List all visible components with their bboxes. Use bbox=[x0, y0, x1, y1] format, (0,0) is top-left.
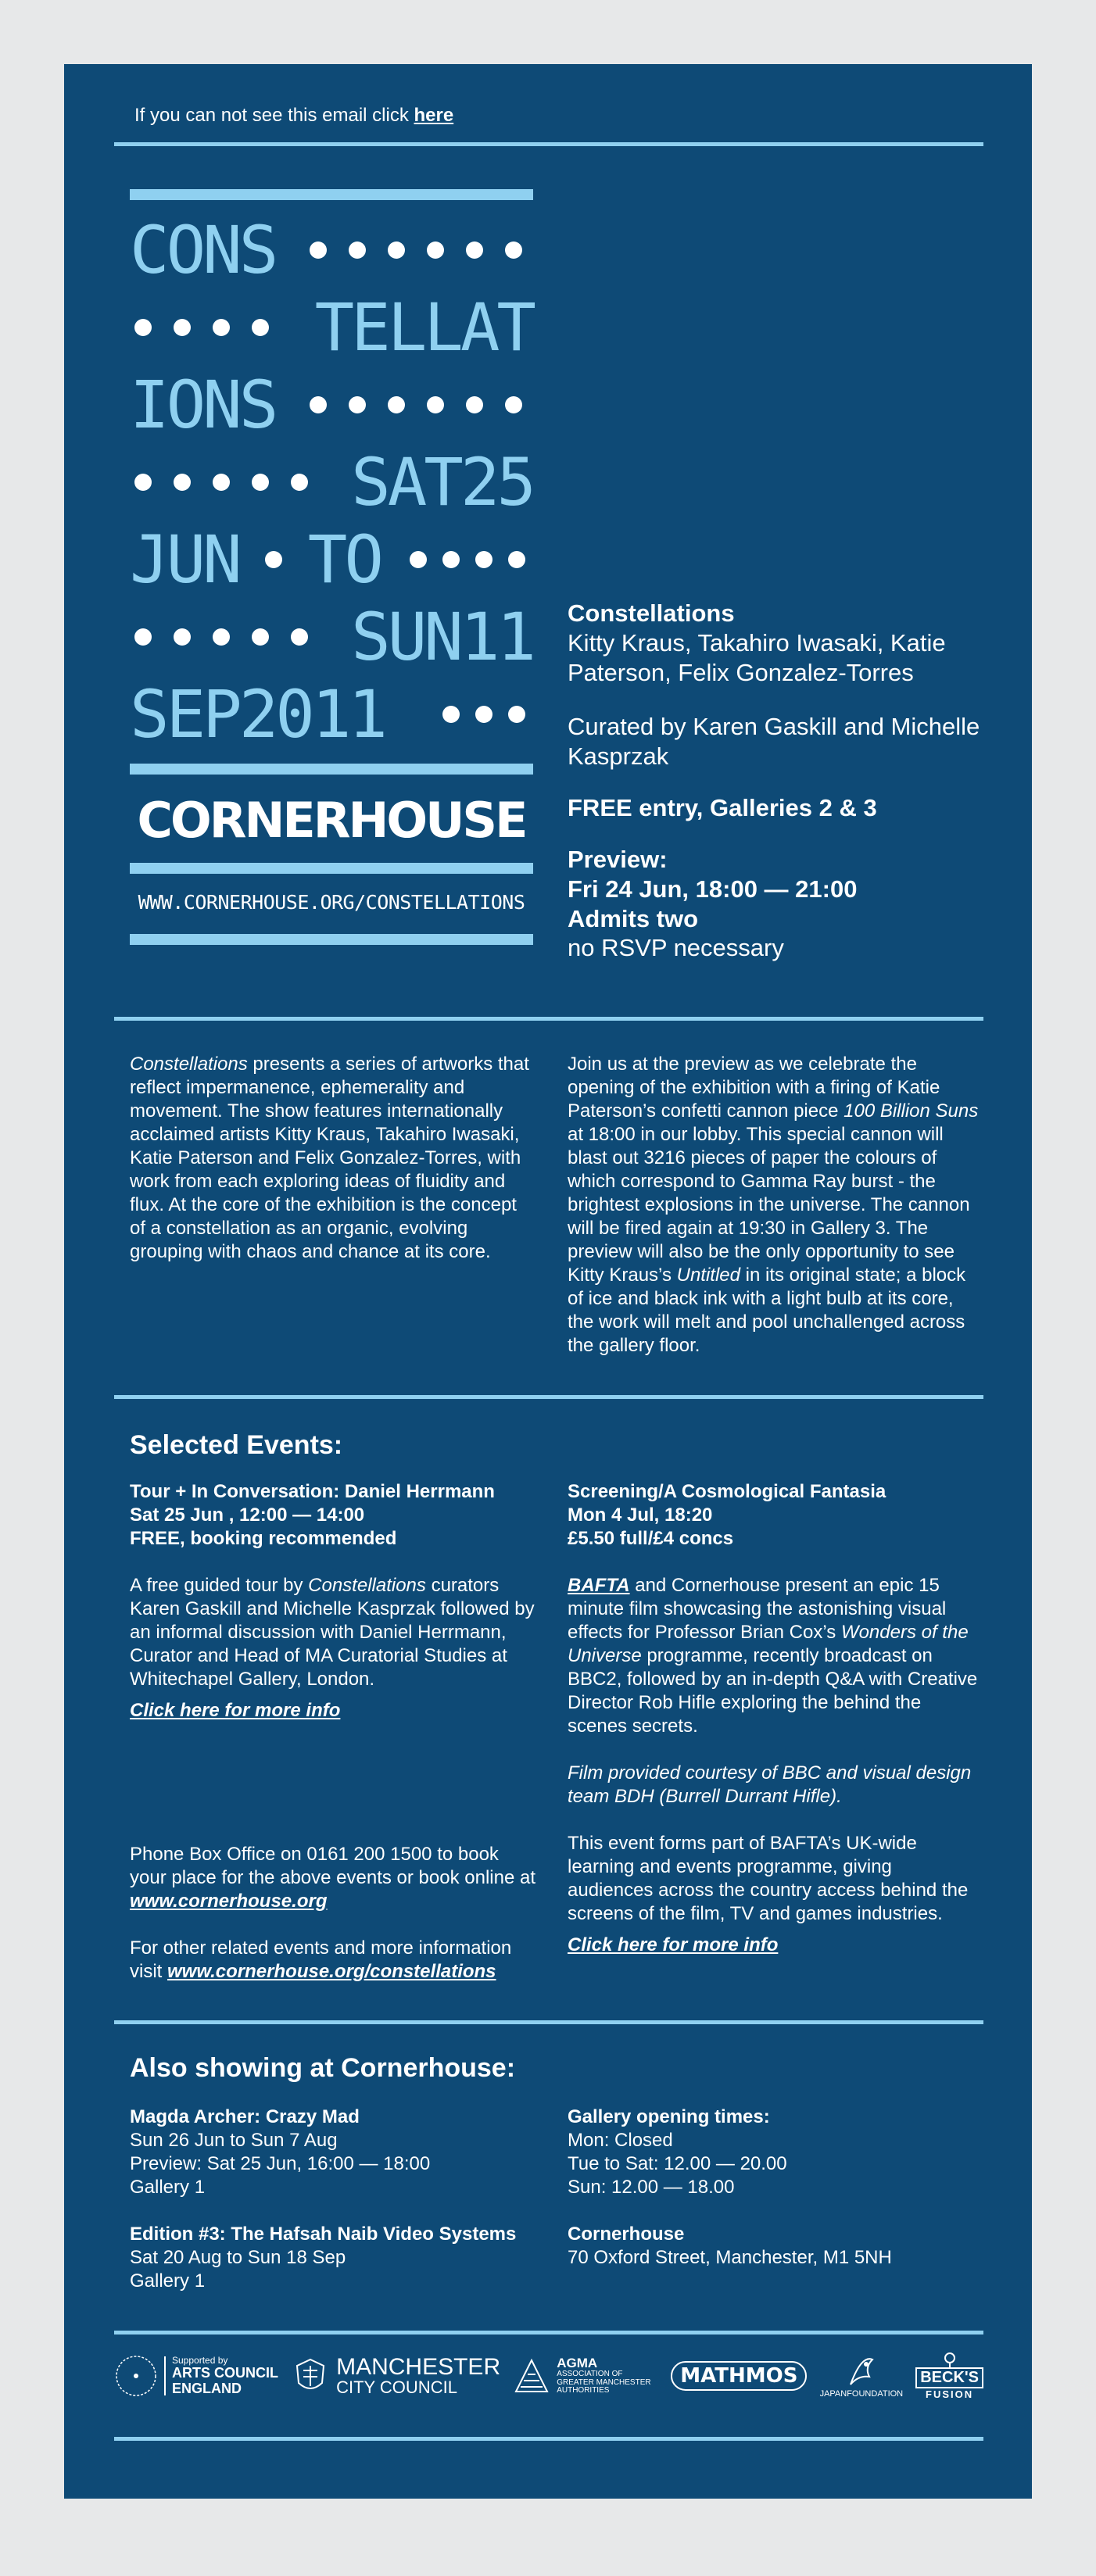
agma-sub: ASSOCIATION OF GREATER MANCHESTER AUTHORITIES bbox=[557, 2370, 651, 2395]
poster-bar bbox=[130, 863, 533, 874]
venue-title: Cornerhouse bbox=[568, 2224, 685, 2245]
show-dates: Sun 26 Jun to Sun 7 Aug bbox=[130, 2130, 338, 2151]
hours-title: Gallery opening times: bbox=[568, 2106, 770, 2127]
sponsor-logos bbox=[114, 2345, 983, 2407]
ace-name: ARTS COUNCIL bbox=[172, 2364, 278, 2381]
event-desc-em: Wonders of the Universe bbox=[568, 1622, 969, 1666]
poster-text: IONS bbox=[130, 366, 276, 443]
arts-council-logo[interactable] bbox=[114, 2354, 278, 2398]
artist-list: Kitty Kraus, Takahiro Iwasaki, Katie Paterson, Felix Gonzalez-Torres bbox=[568, 628, 946, 686]
intro-text: Join us at the preview as we celebrate the opening of the exhibition with a firing of Katie Paterson’s confetti cannon piece bbox=[568, 1054, 940, 1122]
gallery-info bbox=[568, 2106, 982, 2270]
email-panel bbox=[64, 64, 1032, 2499]
event-desc: curators Karen Gaskill and Michelle Kasprzak followed by an informal discussion with Daniel Herrmann, Curator and Head of MA Curatorial Studies at Whitechapel Gallery, London. bbox=[130, 1575, 535, 1690]
show-gallery: Gallery 1 bbox=[130, 2270, 206, 2292]
poster-text: SEP2011 bbox=[130, 675, 385, 753]
event-date: Sat 25 Jun , 12:00 — 14:00 bbox=[130, 1504, 365, 1526]
mcc-name: CITY COUNCIL bbox=[336, 2377, 457, 2397]
screening-more-info-link[interactable]: Click here for more info bbox=[568, 1934, 779, 1955]
japan-foundation-logo[interactable] bbox=[820, 2353, 904, 2399]
japan-name: JAPANFOUNDATION bbox=[819, 2389, 904, 2399]
intro-text: presents a series of artworks that reflect impermanence, ephemerality and movement. The show features internationally acclaimed artists Kitty Kraus, Takahiro Iwasaki, Katie Paterson and Felix Gonzalez-Torres, with work from each exploring ideas of fluidity and flux. At the core of the exhibition is the concept of a constellation as an organic, evolving grouping with chaos and chance at its core. bbox=[130, 1054, 529, 1262]
event-price: £5.50 full/£4 concs bbox=[568, 1528, 734, 1549]
preview-label: Preview: bbox=[568, 845, 668, 873]
poster-bar bbox=[130, 189, 533, 200]
intro-text: in its original state; a block of ice and black ink with a light bulb at its core, the work will melt and pool unchallenged across the gallery floor. bbox=[568, 1265, 966, 1356]
events-heading: Selected Events: bbox=[130, 1430, 343, 1460]
also-showing-list bbox=[130, 2106, 536, 2293]
curators: Curated by Karen Gaskill and Michelle Kasprzak bbox=[568, 713, 980, 771]
poster-text: TO bbox=[307, 521, 381, 598]
hours-tue-sat: Tue to Sat: 12.00 — 20.00 bbox=[568, 2153, 787, 2174]
view-online-link[interactable]: here bbox=[414, 105, 454, 126]
poster-row bbox=[130, 366, 533, 443]
event-desc: and Cornerhouse present an epic 15 minute film showcasing the astonishing visual effects for Professor Brian Cox’s bbox=[568, 1575, 947, 1643]
poster-bar bbox=[130, 934, 533, 945]
poster-row bbox=[130, 288, 533, 366]
agma-logo[interactable] bbox=[513, 2356, 658, 2395]
rsvp-info: no RSVP necessary bbox=[568, 934, 784, 962]
poster-text: SUN11 bbox=[351, 598, 533, 675]
becks-name: BECK'S bbox=[915, 2367, 983, 2388]
becks-fusion: FUSION bbox=[926, 2388, 974, 2400]
intro-right bbox=[568, 1053, 982, 1358]
divider bbox=[114, 2331, 983, 2334]
poster-url: WWW.CORNERHOUSE.ORG/CONSTELLATIONS bbox=[138, 891, 525, 914]
event-price: FREE, booking recommended bbox=[130, 1528, 397, 1549]
poster-text: JUN bbox=[130, 521, 239, 598]
agma-name: AGMA bbox=[557, 2356, 598, 2371]
poster-row bbox=[130, 598, 533, 675]
entry-info: FREE entry, Galleries 2 & 3 bbox=[568, 794, 877, 822]
event-title: Screening/A Cosmological Fantasia bbox=[568, 1481, 886, 1502]
agma-triangle-icon bbox=[513, 2357, 550, 2395]
show-dates: Sat 20 Aug to Sun 18 Sep bbox=[130, 2247, 346, 2268]
dot-row bbox=[130, 319, 280, 336]
dot-row bbox=[130, 628, 319, 646]
divider bbox=[114, 1017, 983, 1021]
intro-left bbox=[130, 1053, 536, 1264]
poster-text: TELLAT bbox=[314, 288, 533, 366]
divider bbox=[114, 142, 983, 146]
event-desc: programme, recently broadcast on BBC2, followed by an in-depth Q&A with Creative Director Rob Hifle exploring the behind the scenes secrets. bbox=[568, 1645, 978, 1737]
bafta-link[interactable]: BAFTA bbox=[568, 1575, 630, 1596]
poster-row bbox=[130, 675, 533, 753]
event-date: Mon 4 Jul, 18:20 bbox=[568, 1504, 713, 1526]
dot-row bbox=[435, 706, 533, 723]
exhibition-poster bbox=[130, 189, 533, 945]
dot-row bbox=[299, 242, 533, 259]
constellations-page-link[interactable]: www.cornerhouse.org/constellations bbox=[167, 1961, 496, 1982]
cornerhouse-logo: CORNERHOUSE bbox=[137, 792, 526, 849]
mcc-name: MANCHESTER bbox=[336, 2354, 501, 2380]
show-gallery: Gallery 1 bbox=[130, 2177, 206, 2198]
city-crest-icon bbox=[291, 2356, 330, 2395]
show-preview: Preview: Sat 25 Jun, 16:00 — 18:00 bbox=[130, 2153, 431, 2174]
poster-row bbox=[130, 211, 533, 288]
dot-row bbox=[130, 474, 319, 491]
manchester-city-council-logo[interactable] bbox=[291, 2356, 500, 2396]
intro-text: at 18:00 in our lobby. This special cannon will blast out 3216 pieces of paper the colours of which correspond to Gamma Ray burst - the brightest explosions in the universe. The cannon will be fired again at 19:30 in Gallery 3. The preview will also be the only opportunity to see Kitty Kraus’s bbox=[568, 1124, 970, 1286]
venue-address: 70 Oxford Street, Manchester, M1 5NH bbox=[568, 2247, 892, 2268]
admits-info: Admits two bbox=[568, 904, 699, 932]
divider bbox=[114, 1395, 983, 1399]
dot-row bbox=[260, 551, 287, 568]
bafta-programme: This event forms part of BAFTA’s UK-wide learning and events programme, giving audiences across the country access behind the screens of the film, TV and games industries. bbox=[568, 1833, 969, 1924]
cornerhouse-website-link[interactable]: www.cornerhouse.org bbox=[130, 1891, 328, 1912]
poster-text: SAT25 bbox=[351, 443, 533, 521]
event-title: Tour + In Conversation: Daniel Herrmann bbox=[130, 1481, 495, 1502]
divider bbox=[114, 2437, 983, 2441]
exhibition-summary bbox=[568, 599, 1005, 985]
tour-more-info-link[interactable]: Click here for more info bbox=[130, 1700, 341, 1721]
ace-supported: Supported by bbox=[172, 2354, 228, 2366]
ace-name: ENGLAND bbox=[172, 2380, 242, 2396]
show-title: Edition #3: The Hafsah Naib Video Systems bbox=[130, 2224, 517, 2245]
dot-row bbox=[299, 396, 533, 413]
booking-info bbox=[130, 1843, 536, 1984]
japan-foundation-icon bbox=[843, 2353, 880, 2388]
becks-key-icon bbox=[940, 2352, 960, 2367]
event-desc-em: Constellations bbox=[308, 1575, 426, 1596]
artwork-title: Untitled bbox=[676, 1265, 740, 1286]
booking-text: Phone Box Office on 0161 200 1500 to book your place for the above events or book online at bbox=[130, 1844, 535, 1888]
arts-council-seal-icon bbox=[114, 2354, 158, 2398]
film-credit: Film provided courtesy of BBC and visual design team BDH (Burrell Durrant Hifle). bbox=[568, 1762, 972, 1807]
show-title: Magda Archer: Crazy Mad bbox=[130, 2106, 360, 2127]
mathmos-name: MATHMOS bbox=[671, 2361, 807, 2391]
divider bbox=[114, 2020, 983, 2024]
preview-time: Fri 24 Jun, 18:00 — 21:00 bbox=[568, 875, 858, 903]
poster-row bbox=[130, 521, 533, 598]
artwork-title: 100 Billion Suns bbox=[843, 1100, 979, 1122]
poster-row bbox=[130, 443, 533, 521]
poster-text: CONS bbox=[130, 211, 276, 288]
dot-row bbox=[402, 551, 533, 568]
event-tour bbox=[130, 1480, 536, 1723]
poster-bar bbox=[130, 764, 533, 775]
intro-em: Constellations bbox=[130, 1054, 248, 1075]
exhibition-title: Constellations bbox=[568, 599, 735, 627]
also-showing-heading: Also showing at Cornerhouse: bbox=[130, 2053, 516, 2083]
related-text: For other related events and more information visit bbox=[130, 1937, 512, 1982]
logo-divider bbox=[164, 2356, 166, 2395]
hours-sun: Sun: 12.00 — 18.00 bbox=[568, 2177, 735, 2198]
hours-mon: Mon: Closed bbox=[568, 2130, 673, 2151]
event-screening bbox=[568, 1480, 982, 1957]
view-online-notice bbox=[134, 105, 453, 127]
becks-fusion-logo[interactable] bbox=[915, 2352, 983, 2400]
mathmos-logo[interactable] bbox=[671, 2361, 807, 2391]
event-desc: A free guided tour by bbox=[130, 1575, 309, 1596]
notice-text: If you can not see this email click bbox=[134, 105, 409, 126]
